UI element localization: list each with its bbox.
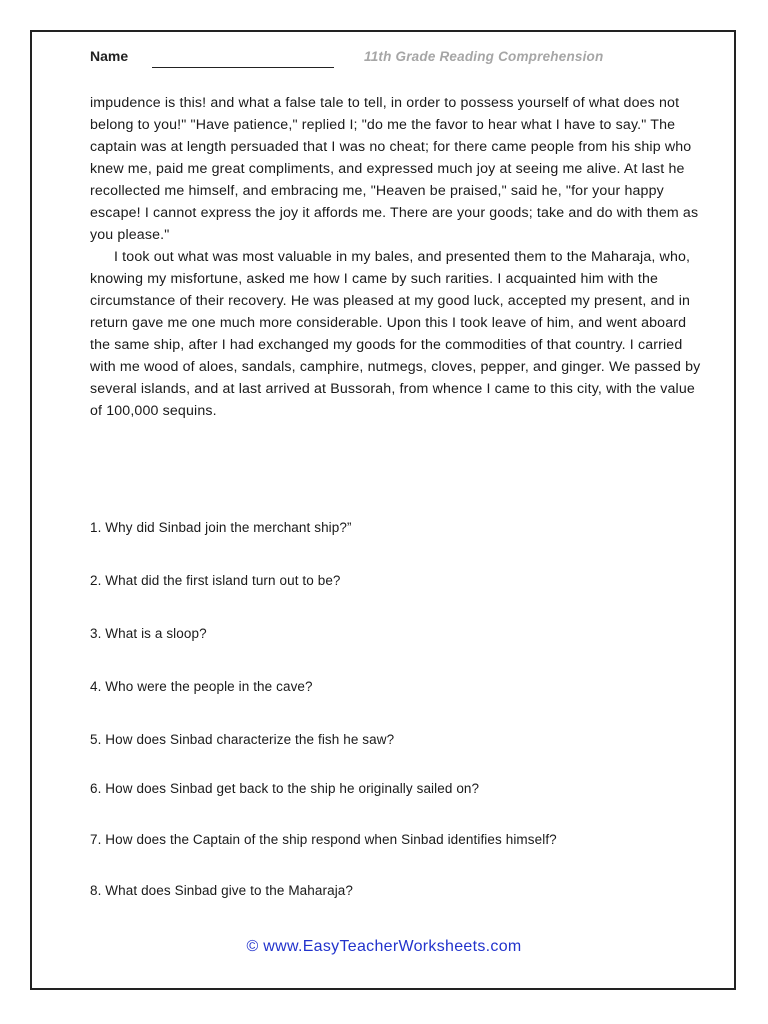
reading-passage [90,92,702,422]
question-item: 6. How does Sinbad get back to the ship he originally sailed on? [90,781,480,796]
name-blank-line [152,67,334,68]
question-item: 1. Why did Sinbad join the merchant ship?” [90,520,352,535]
worksheet-header [90,48,650,70]
question-item: 2. What did the first island turn out to be? [90,573,341,588]
question-item: 8. What does Sinbad give to the Maharaja? [90,883,354,898]
passage-paragraph: impudence is this! and what a false tale to tell, in order to possess yourself of what does not belong to you!" "Have patience," replied I; "do me the favor to hear what I have to say." The captain was at length persuaded that I was no cheat; for there came people from his ship who knew me, paid me great compliments, and expressed much joy at seeing me alive. At last he recollected me himself, and embracing me, "Heaven be praised," said he, "for your happy escape! I cannot express the joy it affords me. There are your goods; take and do with them as you please." [90,95,699,243]
name-label: Name [90,48,129,64]
footer-website-link[interactable]: © www.EasyTeacherWorksheets.com [246,938,522,955]
question-item: 5. How does Sinbad characterize the fish he saw? [90,732,395,747]
passage-paragraph: I took out what was most valuable in my bales, and presented them to the Maharaja, who, knowing my misfortune, asked me how I came by such rarities. I acquainted him with the circumstance of their recovery. He was pleased at my good luck, accepted my present, and in return gave me one much more considerable. Upon this I took leave of him, and went aboard the same ship, after I had exchanged my goods for the commodities of that country. I carried with me wood of aloes, sandals, camphire, nutmegs, cloves, pepper, and ginger. We passed by several islands, and at last arrived at Bussorah, from whence I came to this city, with the value of 100,000 sequins. [90,249,701,419]
question-item: 3. What is a sloop? [90,626,207,641]
question-item: 7. How does the Captain of the ship respond when Sinbad identifies himself? [90,832,557,847]
question-item: 4. Who were the people in the cave? [90,679,313,694]
worksheet-title: 11th Grade Reading Comprehension [364,49,604,64]
